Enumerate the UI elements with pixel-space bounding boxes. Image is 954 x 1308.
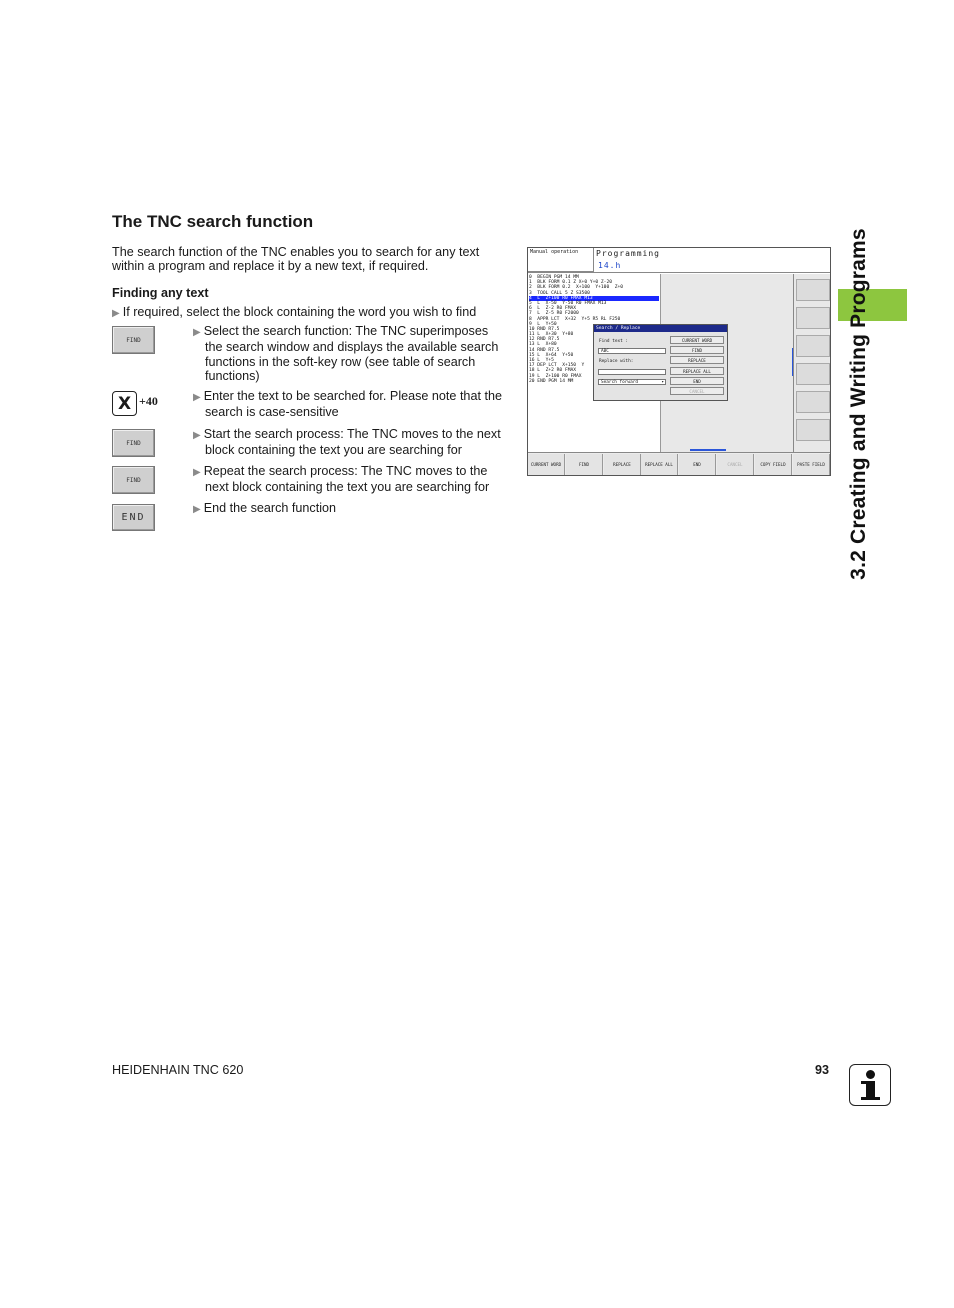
step-arrow-icon: ▶ [112, 308, 120, 319]
replace-all-softkey[interactable]: REPLACE ALL [641, 454, 678, 475]
program-line[interactable]: 19 L Z+100 R0 FMAX [529, 373, 582, 379]
find-text-label: Find text : [599, 339, 629, 344]
find-softkey[interactable]: FIND [112, 466, 155, 494]
copy-field-softkey[interactable]: COPY FIELD [755, 454, 792, 475]
search-direction-select[interactable]: Search forward ▾ [598, 379, 666, 385]
end-softkey[interactable]: END [112, 504, 155, 531]
program-line[interactable]: 11 L X+30 Y+80 [529, 332, 574, 338]
find-softkey[interactable]: FIND [112, 429, 155, 457]
program-line[interactable]: 3 TOOL CALL 5 Z S3500 [529, 290, 590, 296]
step-arrow-icon: ▶ [193, 327, 201, 338]
step-arrow-icon: ▶ [193, 467, 201, 478]
dialog-title: Search / Replace [594, 325, 727, 332]
program-line[interactable]: 6 L Z-2 R0 FMAX [529, 306, 577, 312]
program-line[interactable]: 13 L X+80 [529, 342, 557, 348]
vertical-softkey[interactable] [796, 279, 830, 301]
program-line[interactable]: 20 END PGM 14 MM [529, 378, 574, 384]
program-line[interactable]: 18 L Z+2 R0 FMAX [529, 368, 577, 374]
program-line[interactable]: 0 BEGIN PGM 14 MM [529, 275, 579, 280]
step-select-search: ▶ Select the search function: The TNC superimposes the search window and displays the available search functions in the soft-key row (see table of search functions) [193, 324, 499, 383]
end-button[interactable]: END [670, 377, 724, 385]
replace-with-label: Replace with: [599, 359, 634, 364]
end-softkey[interactable]: END [679, 454, 716, 475]
subheading: Finding any text [112, 286, 209, 300]
find-softkey[interactable]: FIND [566, 454, 603, 475]
vertical-softkey[interactable] [796, 307, 830, 329]
intro-paragraph: The search function of the TNC enables you to search for any text within a program and replace it by a new text, if required. [112, 245, 480, 274]
vertical-softkey-row [793, 274, 831, 452]
page-number: 93 [815, 1063, 830, 1077]
program-line[interactable]: 1 BLK FORM 0.1 Z X+0 Y+0 Z-20 [529, 280, 612, 286]
required-step: ▶ If required, select the block containing the word you wish to find [112, 305, 477, 319]
program-line[interactable]: 10 RND R7.5 [529, 326, 560, 332]
graphics-progress-bar [690, 449, 726, 451]
program-line[interactable]: 9 L Y+50 [529, 321, 557, 327]
program-line[interactable]: 12 RND R7.5 [529, 337, 560, 343]
find-softkey[interactable]: FIND [112, 326, 155, 354]
vertical-softkey[interactable] [796, 391, 830, 413]
find-text-input[interactable]: ABC [598, 348, 666, 354]
paste-field-softkey[interactable]: PASTE FIELD [793, 454, 830, 475]
find-button[interactable]: FIND [670, 346, 724, 354]
replace-softkey[interactable]: REPLACE [604, 454, 641, 475]
step-arrow-icon: ▶ [193, 430, 201, 441]
step-end-search: ▶ End the search function [193, 501, 337, 515]
horizontal-softkey-row [528, 452, 830, 476]
program-line[interactable]: 8 APPR LCT X+32 Y+5 R5 RL F250 [529, 316, 621, 322]
chevron-down-icon: ▾ [661, 380, 664, 385]
vertical-softkey[interactable] [796, 363, 830, 385]
info-icon [849, 1064, 891, 1106]
replace-button[interactable]: REPLACE [670, 356, 724, 364]
current-word-softkey[interactable]: CURRENT WORD [528, 454, 565, 475]
program-line[interactable]: 7 L Z-5 R0 F2000 [529, 311, 579, 317]
section-title: The TNC search function [112, 212, 314, 231]
vertical-softkey[interactable] [796, 419, 830, 441]
program-line[interactable]: 15 L X+64 Y+50 [529, 352, 574, 358]
program-file-name: 14.h [598, 261, 622, 270]
footer-product-name: HEIDENHAIN TNC 620 [112, 1063, 244, 1077]
program-line[interactable]: 5 L X-50 Y-50 R0 FMAX M13 [529, 300, 607, 306]
step-start-search: ▶ Start the search process: The TNC moves to the next block containing the text you are searching for [193, 427, 501, 458]
program-line-selected[interactable]: 4 L Z+100 R0 FMAX M13 [529, 296, 659, 301]
replace-with-input[interactable] [598, 369, 666, 375]
x-key-label: +40 [139, 394, 158, 408]
step-arrow-icon: ▶ [193, 392, 201, 403]
operating-mode: Manual operation [528, 248, 594, 272]
tnc-screen [527, 247, 831, 476]
step-repeat-search: ▶ Repeat the search process: The TNC moves to the next block containing the text you are searching for [193, 464, 490, 495]
x-axis-key-icon[interactable]: X [112, 391, 137, 416]
current-word-button[interactable]: CURRENT WORD [670, 336, 724, 344]
vertical-softkey[interactable] [796, 335, 830, 357]
program-line[interactable]: 14 RND R7.5 [529, 347, 560, 353]
header-divider [528, 272, 830, 273]
program-line[interactable]: 16 L Y+5 [529, 358, 554, 363]
programming-mode: Programming [596, 249, 660, 258]
program-line[interactable]: 2 BLK FORM 0.2 X+100 Y+100 Z+0 [529, 285, 624, 291]
replace-all-button[interactable]: REPLACE ALL [670, 367, 724, 375]
step-enter-text: ▶ Enter the text to be searched for. Please note that the search is case-sensitive [193, 389, 502, 420]
step-arrow-icon: ▶ [193, 504, 201, 515]
search-replace-dialog [593, 324, 728, 401]
program-line[interactable]: 17 DEP LCT X+150 Y [529, 363, 585, 369]
cancel-softkey[interactable]: CANCEL [717, 454, 754, 475]
chapter-title: 3.2 Creating and Writing Programs [847, 228, 870, 580]
cancel-button[interactable]: CANCEL [670, 387, 724, 395]
